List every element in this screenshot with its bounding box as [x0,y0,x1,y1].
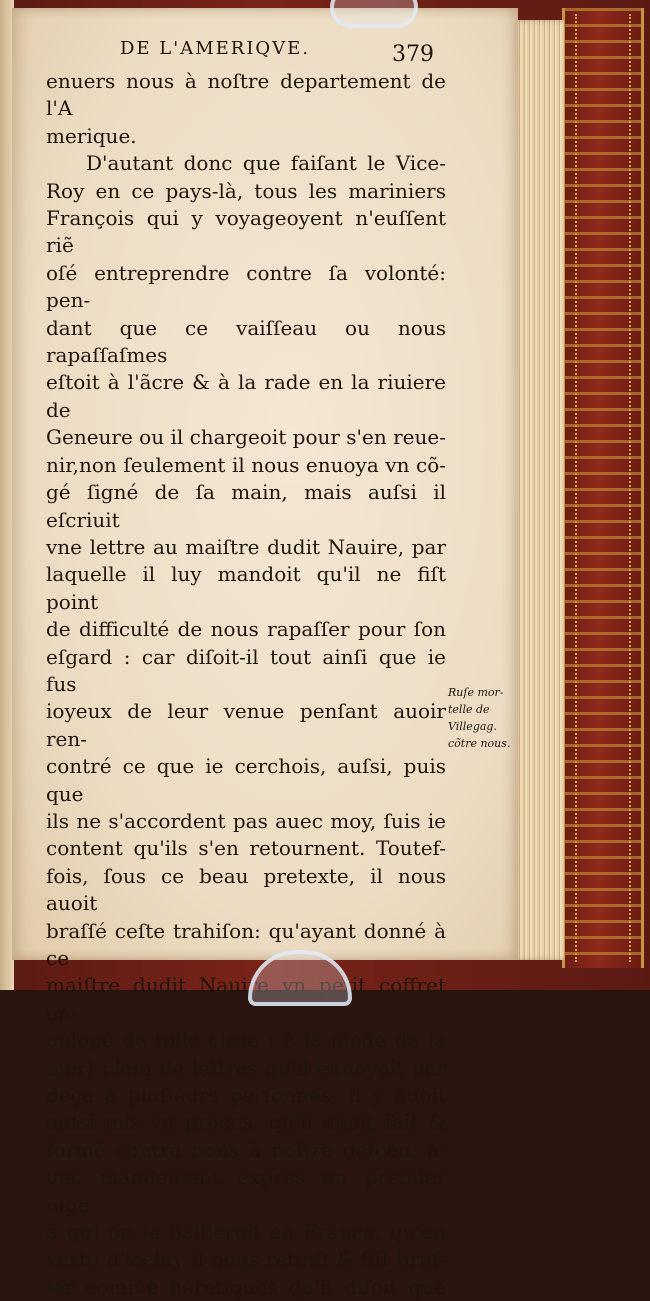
text-line: eſtoit à l'ãcre & à la rade en la riuiere de [46,370,446,422]
page-number: 379 [392,42,434,67]
text-line: gé ſigné de ſa main, mais auſsi il eſcriuit [46,480,446,532]
text-line: mer) plein de lettres qu'il enuoyoit par [46,1055,446,1080]
text-line: vertu d'iceluy il nous retinſt & fiſt bruſ- [46,1247,446,1272]
text-line: à qui on le bailleroit en France, qu'en [46,1220,446,1245]
gilt-cover-edge [562,8,644,968]
text-line: enuers nous à noſtre departement de l'A [46,69,446,121]
text-line: content qu'ils s'en retournent. Toutef- [46,836,446,861]
text-line: deça à pluſieurs perſonnes, il y auoit [46,1083,446,1108]
marginal-note-line: cõtre nous. [448,737,511,750]
running-title: DE L'AMERIQVE. [120,38,311,59]
text-line: vne lettre au maiſtre dudit Nauire, par [46,534,446,559]
text-line: nir,non ſeulement il nous enuoya vn cõ- [46,452,446,477]
marginal-note-line: telle de [448,703,490,716]
text-line: dant que ce vaiſſeau ou nous rapaſſaſmes [46,315,446,368]
text-line: D'autant donc que faiſant le Vice- [86,151,446,176]
page-edges [512,20,564,960]
text-line: de difficulté de nous rapaſſer pour ſon [46,617,446,642]
text-line: oſé entreprendre contre ſa volonté: pen- [46,260,446,313]
text-line: ils ne s'accordent pas auec moy, ſuis ie [46,808,446,833]
marginal-note [448,684,526,752]
text-line: merique. [46,123,137,148]
text-line: auſsi mis vn proces, qu'il auoit fait & [46,1110,446,1135]
text-line: laquelle il luy mandoit qu'il ne fiſt point [46,562,446,614]
text-line: fois, ſous ce beau pretexte, il nous auoit [46,863,446,916]
text-line: François qui y voyageoyent n'euſſent riẽ [46,206,446,258]
text-line: Roy en ce pays-là, tous les mariniers [46,178,446,203]
text-line: uec mandement expres au premier iuge [46,1165,446,1217]
text-line: ler comme heretiques qu'il diſoit que [46,1274,446,1299]
text-line: uelopé de toile ciree ( à la mode de la [46,1028,446,1053]
text-line: eſgard : car diſoit-il tout ainſi que ie fus [46,644,446,696]
text-line: contré ce que ie cerchois, auſsi, puis que [46,754,446,806]
book-page [12,8,518,1299]
text-line: maiſtre dudit Nauire vn petit coffret en- [46,973,446,1025]
marginal-note-line: Villegag. [448,720,497,733]
text-line: ioyeux de leur venue penſant auoir ren- [46,699,446,751]
page-holder-clip-top [330,0,418,28]
text-line: braſſé ceſte trahiſon: qu'ayant donné à ce [46,918,446,970]
marginal-note-line: Ruſe mor- [448,686,504,699]
text-line: formé contre nous à noſtre deſceu, a- [46,1137,446,1162]
body-text [46,68,446,1301]
text-line: Geneure ou il chargeoit pour s'en reue- [46,425,446,450]
